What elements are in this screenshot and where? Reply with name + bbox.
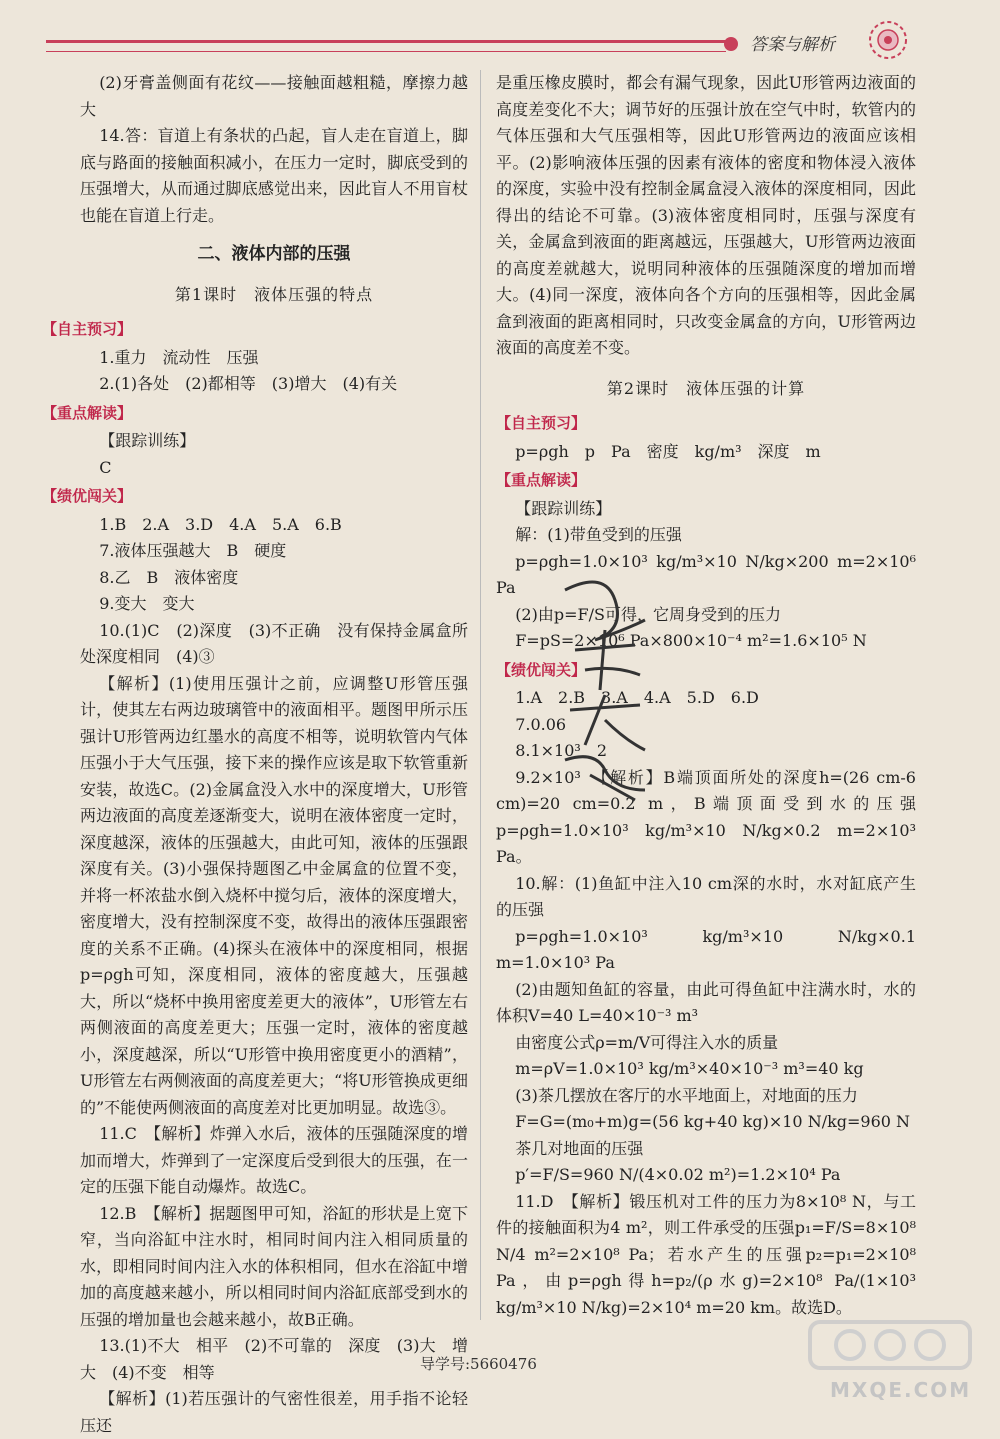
answer-line: 2.(1)各处 (2)都相等 (3)增大 (4)有关 <box>99 374 398 393</box>
handwriting-scribble <box>545 570 675 810</box>
answer-line: 8.乙 B 液体密度 <box>99 567 239 587</box>
answer-line: 1.B 2.A 3.D 4.A 5.A 6.B <box>99 514 342 534</box>
answer-line: 13.(1)不大 相平 (2)不可靠的 深度 (3)大 增大 (4)不变 相等 <box>80 1336 468 1382</box>
section-title: 二、液体内部的压强 <box>197 244 351 264</box>
paragraph: 14.答：盲道上有条状的凸起，盲人走在盲道上，脚底与路面的接触面积减小，在压力一定时，脚底受到的压强增大，从而通过脚底感觉出来，因此盲人不用盲杖也能在盲道上行走。 <box>80 126 468 225</box>
solution-line: 由密度公式ρ=m/V可得注入水的质量 <box>515 1032 779 1052</box>
solution-line: (2)由p=F/S可得，它周身受到的压力 <box>515 604 781 624</box>
answer-line: 1.A 2.B 3.A 4.A 5.D 6.D <box>515 688 759 707</box>
formula-line: F=pS=2×10⁶ Pa×800×10⁻⁴ m²=1.6×10⁵ N <box>515 631 867 650</box>
tag-key: 【重点解读】 <box>496 471 587 489</box>
column-divider <box>480 70 481 1320</box>
solution-line: (3)茶几摆放在客厅的水平地面上，对地面的压力 <box>515 1085 858 1105</box>
answer-line: 8.1×10³ 2 <box>515 741 607 760</box>
solution-line: 茶几对地面的压强 <box>515 1138 644 1158</box>
answer-line: 12.B 【解析】据题图甲可知，浴缸的形状是上宽下窄，当向浴缸中注水时，相同时间内注入相同质量的水，即相同时间内注入水的体积相同，但水在浴缸中增加的高度越来越小，所以相同时间内浴缸底部受到水的压强的增加量也会越来越小，故B正确。 <box>80 1203 468 1329</box>
tag-preview: 【自主预习】 <box>42 320 133 338</box>
header-title: 答案与解析 <box>750 35 835 55</box>
formula-line: p′=F/S=960 N/(4×0.02 m²)=1.2×10⁴ Pa <box>515 1165 841 1184</box>
formula-line: F=G=(m₀+m)g=(56 kg+40 kg)×10 N/kg=960 N <box>515 1112 911 1131</box>
tracking-label: 【跟踪训练】 <box>99 431 196 450</box>
answer-line: 9.变大 变大 <box>99 594 195 613</box>
guide-number: 导学号:5660476 <box>420 1355 537 1373</box>
answer-line: 10.(1)C (2)深度 (3)不正确 没有保持金属盒所处深度相同 (4)③ <box>80 620 468 666</box>
solution-line: 10.解：(1)鱼缸中注入10 cm深的水时，水对缸底产生的压强 <box>496 873 916 919</box>
header-rule <box>46 40 726 52</box>
answer-line: 11.C 【解析】炸弹入水后，液体的压强随深度的增加而增大，炸弹到了一定深度后受到很大的压强，在一定的压强下能自动爆炸。故选C。 <box>80 1124 468 1196</box>
answer-line: C <box>99 457 112 477</box>
tag-excellent: 【绩优闯关】 <box>42 487 133 505</box>
left-column <box>42 70 468 1439</box>
tag-excellent: 【绩优闯关】 <box>496 660 587 679</box>
answer-line: 9.2×10³ 【解析】B端顶面所处的深度h=(26 cm-6 cm)=20 cm=0.2 m，B端顶面受到水的压强p=ρgh=1.0×10³ kg/m³×10 N/kg×0.2 m=2×10³ Pa。 <box>496 767 916 866</box>
paragraph: (2)牙膏盖侧面有花纹——接触面越粗糙，摩擦力越大 <box>80 73 468 119</box>
answer-line: 11.D 【解析】锻压机对工件的压力为8×10⁸ N，与工件的接触面积为4 m²，则工件承受的压强p₁=F/S=8×10⁸ N/4 m²=2×10⁸ Pa；若水产生的压强p₂=p₁=2×10⁸ Pa，由p=ρgh得h=p₂/(ρ水g)=2×10⁸ Pa/(1×10³ kg/m³×10 N/kg)=2×10⁴ m=20 km。故选D。 <box>496 1191 916 1317</box>
formula-line: m=ρV=1.0×10³ kg/m³×40×10⁻³ m³=40 kg <box>515 1059 864 1078</box>
tracking-label: 【跟踪训练】 <box>515 498 612 518</box>
solution-line: 解：(1)带鱼受到的压强 <box>515 525 682 544</box>
analysis-paragraph: 【解析】(1)若压强计的气密性很差，用手指不论轻压还 <box>80 1389 468 1435</box>
paragraph: 是重压橡皮膜时，都会有漏气现象，因此U形管两边液面的高度差变化不大；调节好的压强计放在空气中时，软管内的气体压强和大气压强相等，因此U形管两边的液面应该相平。(2)影响液体压强的因素有液体的密度和物体浸入液体的深度，实验中没有控制金属盒浸入液体的深度相同，因此得出的结论不可靠。(3)液体密度相同时，压强与深度有关，金属盒到液面的距离越远，压强越大，U形管两边液面的高度差就越大，说明同种液体的压强随深度的增加而增大。(4)同一深度，液体向各个方向的压强相等，因此金属盒到液面的距离相同时，只改变金属盒的方向，U形管两边液面的高度差不变。 <box>496 73 916 357</box>
answer-line: p=ρgh p Pa 密度 kg/m³ 深度 m <box>515 441 821 461</box>
tag-preview: 【自主预习】 <box>496 414 587 432</box>
analysis-paragraph: 【解析】(1)使用压强计之前，应调整U形管压强计，使其左右两边玻璃管中的液面相平。题图甲所示压强计U形管两边红墨水的高度不相等，说明软管内气体压强小于大气压强，接下来的操作应该是取下软管重新安装，故选C。(2)金属盒没入水中的深度增大，U形管两边液面的高度差逐渐变大，说明在液体密度一定时，深度越深，液体的压强越大，由此可知，液体的压强跟深度有关。(3)小强保持题图乙中金属盒的位置不变，并将一杯浓盐水倒入烧杯中搅匀后，液体的深度增大，密度增大，没有控制深度不变，故得出的液体压强跟密度的关系不正确。(4)探头在液体中的深度相同，根据p=ρgh可知，深度相同，液体的密度越大，压强越大，所以“烧杯中换用密度差更大的液体”，U形管左右两侧液面的高度差更大；压强一定时，液体的密度越小，深度越深，所以“U形管中换用密度更小的酒精”，U形管左右两侧液面的高度差更大；“将U形管换成更细的”不能使两侧液面的高度差对比更加明显。故选③。 <box>80 673 468 1117</box>
header-dot <box>724 37 738 51</box>
tag-key: 【重点解读】 <box>42 403 133 422</box>
answer-line: 1.重力 流动性 压强 <box>99 347 259 367</box>
lesson-title: 第2课时 液体压强的计算 <box>606 378 806 398</box>
formula-line: p=ρgh=1.0×10³ kg/m³×10 N/kg×0.1 m=1.0×10³ Pa <box>496 926 916 972</box>
solution-line: (2)由题知鱼缸的容量，由此可得鱼缸中注满水时，水的体积V=40 L=40×10⁻³ m³ <box>496 979 916 1025</box>
formula-line: p=ρgh=1.0×10³ kg/m³×10 N/kg×200 m=2×10⁶ Pa <box>496 551 916 597</box>
answer-line: 7.液体压强越大 B 硬度 <box>99 541 287 560</box>
lesson-title: 第1课时 液体压强的特点 <box>174 284 374 304</box>
flower-logo-icon <box>866 18 910 62</box>
answer-line: 7.0.06 <box>515 714 567 734</box>
watermark-text: MXQE.COM <box>830 1378 972 1402</box>
